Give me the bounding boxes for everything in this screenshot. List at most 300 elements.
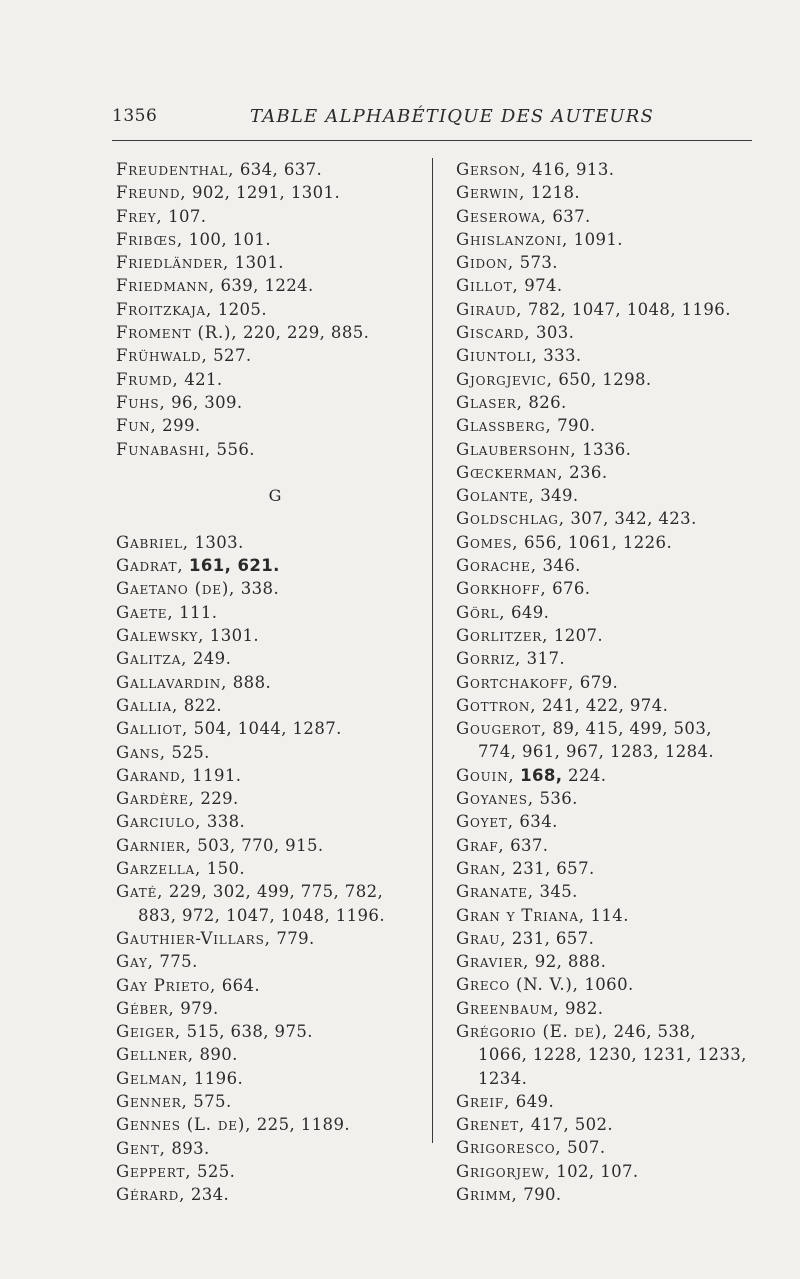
page-refs	[520, 766, 606, 785]
page-refs-text: 317.	[526, 649, 566, 669]
running-title: TABLE ALPHABÉTIQUE DES AUTEURS	[250, 106, 655, 127]
page-number: 1356	[112, 106, 158, 126]
index-entry-continuation: 774, 961, 967, 1283, 1284.	[478, 742, 715, 762]
page-refs	[519, 812, 557, 831]
author-name: Grégorio (E. de),	[456, 1021, 608, 1041]
author-name: Giraud,	[456, 299, 523, 319]
page-refs	[220, 276, 313, 295]
index-entry	[116, 228, 424, 251]
index-entry	[116, 1183, 424, 1206]
page-refs	[276, 929, 314, 948]
page-refs-text: 111.	[179, 602, 218, 622]
author-name: Geppert,	[116, 1161, 192, 1181]
page-refs	[218, 300, 267, 319]
author-name: Frey,	[116, 206, 163, 226]
index-entry	[456, 1136, 791, 1159]
index-entry	[116, 205, 424, 228]
page-refs	[531, 183, 580, 202]
author-name: Greco (N. V.),	[456, 975, 579, 995]
page-refs-text: 637.	[510, 835, 549, 855]
page-refs-text: 890.	[199, 1045, 238, 1065]
author-name: Galewsky,	[116, 626, 205, 646]
index-entry	[456, 857, 791, 880]
page-refs-text: 1196.	[193, 1068, 244, 1088]
author-name: Gans,	[116, 742, 166, 762]
page-refs	[235, 253, 284, 272]
index-entry	[116, 274, 424, 297]
page-refs	[542, 556, 580, 575]
author-name: Greenbaum,	[456, 998, 560, 1018]
page-refs	[217, 440, 255, 459]
index-entry	[456, 414, 791, 437]
index-entry	[116, 997, 424, 1020]
page-refs-text: 779.	[276, 928, 315, 948]
author-name: Freund,	[116, 183, 187, 203]
page-refs-text: 634, 637.	[239, 160, 323, 179]
author-name: Greif,	[456, 1091, 511, 1111]
page-refs-text: 656, 1061, 1226.	[524, 532, 673, 552]
author-name: Frühwald,	[116, 346, 208, 366]
page-refs	[554, 626, 603, 645]
page-refs	[189, 230, 271, 249]
page-refs	[197, 1162, 235, 1181]
index-entry	[116, 181, 424, 204]
index-entry-continuation: 883, 972, 1047, 1048, 1196.	[138, 905, 385, 925]
index-entry	[116, 1020, 424, 1043]
page-refs	[171, 1139, 209, 1158]
index-entry	[116, 321, 424, 344]
author-name: Fuhs,	[116, 392, 166, 412]
author-name: Gravier,	[456, 952, 530, 972]
page-refs-text: 575.	[193, 1091, 232, 1111]
bold-page-refs: 161, 621.	[189, 556, 280, 576]
page-refs	[180, 999, 218, 1018]
page-refs	[207, 859, 245, 878]
page-refs-text: 89, 415, 499, 503,	[552, 719, 712, 739]
index-entry	[456, 484, 791, 507]
page-refs-text: 107.	[168, 206, 207, 226]
author-name: Gérard,	[116, 1185, 186, 1205]
page-refs	[591, 906, 629, 925]
index-entry	[116, 694, 424, 717]
author-name: Gerwin,	[456, 183, 526, 203]
page-refs-text: 1205.	[217, 299, 267, 319]
page-refs	[171, 743, 209, 762]
author-name: Gouin,	[456, 765, 515, 785]
page-refs-text: 507.	[567, 1138, 606, 1158]
page-refs-text: 503, 770, 915.	[197, 835, 324, 855]
page-refs	[539, 789, 577, 808]
index-entry	[456, 158, 791, 181]
page-refs	[565, 999, 603, 1018]
page-refs-text: 902, 1291, 1301.	[191, 183, 341, 203]
page-refs-text: 525.	[171, 742, 210, 762]
page-refs-text: 92, 888.	[534, 952, 607, 972]
page-refs	[539, 882, 577, 901]
author-name: Gaté,	[116, 882, 164, 902]
page-refs	[584, 975, 633, 994]
page-refs-text: 1207.	[553, 625, 604, 645]
page-refs	[207, 812, 245, 831]
page-refs-text: 649.	[510, 602, 550, 622]
page-refs	[184, 370, 222, 389]
index-entry	[456, 810, 791, 833]
author-name: Glassberg,	[456, 416, 552, 436]
author-name: Geserowa,	[456, 206, 547, 226]
index-entry	[456, 531, 791, 554]
author-name: Gabriel,	[116, 532, 189, 552]
index-entry	[116, 414, 424, 437]
author-name: Gennes (L. de),	[116, 1115, 252, 1135]
page-refs-text: 637.	[552, 206, 591, 226]
page-refs-text: 982.	[565, 998, 604, 1018]
index-entry	[116, 158, 424, 181]
page-refs	[193, 649, 231, 668]
page-refs-text: 525.	[196, 1161, 236, 1181]
author-name: Galitza,	[116, 649, 188, 669]
page-refs-text: 634.	[519, 812, 558, 832]
page-refs-text: 775.	[159, 952, 198, 972]
right-column	[456, 158, 791, 1206]
author-name: Gougerot,	[456, 719, 547, 739]
page-refs	[580, 673, 618, 692]
page-refs	[516, 1092, 554, 1111]
author-name: Friedländer,	[116, 253, 230, 273]
index-entry	[116, 531, 424, 554]
author-name: Froment (R.),	[116, 323, 238, 343]
page-refs-text: 224.	[568, 765, 607, 785]
page-refs-text: 1301.	[209, 626, 260, 646]
author-name: Genner,	[116, 1091, 188, 1111]
page-refs-text: 303.	[535, 323, 575, 343]
author-name: Géber,	[116, 998, 175, 1018]
page-refs	[557, 416, 595, 435]
page-refs	[210, 626, 259, 645]
page-refs	[159, 952, 197, 971]
page-refs	[558, 370, 651, 389]
author-name: Gallia,	[116, 695, 179, 715]
author-name: Gellner,	[116, 1045, 194, 1065]
page-refs	[552, 579, 590, 598]
page-refs-text: 639, 1224.	[220, 276, 314, 296]
index-entry	[116, 624, 424, 647]
page-refs	[257, 1115, 350, 1134]
author-name: Funabashi,	[116, 439, 211, 459]
index-entry	[456, 507, 791, 530]
author-name: Gorkhoff,	[456, 579, 547, 599]
page-refs-text: 826.	[528, 392, 567, 412]
index-entry-continuation: 1234.	[478, 1068, 528, 1088]
index-entry	[116, 857, 424, 880]
page-refs	[528, 300, 731, 319]
page-refs-text: 536.	[539, 789, 578, 809]
author-name: Gran y Triana,	[456, 905, 585, 925]
page-refs	[527, 649, 565, 668]
page-refs	[243, 323, 369, 342]
index-entry	[456, 601, 791, 624]
index-entry	[456, 1020, 791, 1043]
index-entry	[116, 344, 424, 367]
author-name: Grenet,	[456, 1115, 526, 1135]
index-entry	[116, 601, 424, 624]
index-entry	[116, 717, 424, 740]
page-refs	[194, 719, 342, 738]
author-name: Goyanes,	[456, 789, 534, 809]
author-name: Gorriz,	[456, 649, 522, 669]
page-refs	[523, 1185, 561, 1204]
index-entry	[116, 671, 424, 694]
page-refs	[567, 1138, 605, 1157]
index-entry	[456, 181, 791, 204]
page-refs	[191, 1185, 229, 1204]
author-name: Gorache,	[456, 556, 537, 576]
author-name: Garnier,	[116, 835, 192, 855]
index-entry	[456, 1113, 791, 1136]
page-refs-text: 231, 657.	[511, 928, 595, 948]
index-entry	[116, 391, 424, 414]
author-name: Giscard,	[456, 323, 531, 343]
page-refs	[222, 976, 260, 995]
index-entry	[116, 647, 424, 670]
index-entry-continuation: 1066, 1228, 1230, 1231, 1233,	[478, 1045, 747, 1065]
page-refs	[197, 836, 323, 855]
index-entry	[116, 834, 424, 857]
author-name: Gorlitzer,	[456, 625, 549, 645]
author-name: Goyet,	[456, 812, 514, 832]
index-entry	[116, 787, 424, 810]
page-refs	[168, 207, 206, 226]
page-refs	[192, 183, 340, 202]
page-refs-text: 573.	[519, 253, 558, 273]
index-entry	[116, 741, 424, 764]
author-name: Ghislanzoni,	[456, 229, 569, 249]
page-refs-text: 822.	[183, 695, 223, 715]
index-entry	[456, 577, 791, 600]
index-entry	[456, 950, 791, 973]
page-refs-text: 150.	[206, 859, 246, 879]
page-refs-text: 234.	[190, 1185, 230, 1205]
index-entry	[456, 205, 791, 228]
page-refs-text: 1091.	[573, 229, 623, 249]
index-entry	[116, 368, 424, 391]
page-refs	[552, 719, 711, 738]
page-refs-text: 349.	[540, 486, 579, 506]
author-name: Grimm,	[456, 1185, 518, 1205]
page-refs	[528, 393, 566, 412]
index-entry	[456, 647, 791, 670]
author-name: Fribœs,	[116, 229, 183, 249]
index-entry	[116, 298, 424, 321]
index-entry	[116, 880, 424, 903]
index-entry	[456, 1160, 791, 1183]
page-refs	[535, 952, 606, 971]
page-refs	[542, 696, 668, 715]
page-refs-text: 421.	[184, 369, 223, 389]
page-refs	[531, 1115, 613, 1134]
page-refs	[543, 346, 581, 365]
index-entry	[116, 554, 424, 577]
page-refs-text: 338.	[206, 812, 246, 832]
page-refs-text: 888.	[232, 672, 272, 692]
page-refs	[574, 230, 623, 249]
page-refs-text: 649.	[515, 1091, 555, 1111]
page-refs	[524, 276, 562, 295]
page-refs-text: 229, 302, 499, 775, 782,	[168, 882, 384, 902]
page-refs	[200, 789, 238, 808]
index-entry	[116, 1113, 424, 1136]
index-entry	[456, 624, 791, 647]
page-refs-text: 782, 1047, 1048, 1196.	[527, 299, 731, 319]
author-name: Friedmann,	[116, 276, 215, 296]
index-entry	[116, 251, 424, 274]
author-name: Gelman,	[116, 1068, 189, 1088]
index-entry	[456, 764, 791, 787]
page-refs-text: 338.	[240, 579, 280, 599]
page-refs-text: 979.	[180, 998, 219, 1018]
page-refs-text: 556.	[216, 439, 255, 459]
author-name: Gardère,	[116, 789, 195, 809]
page-refs-text: 100, 101.	[188, 229, 271, 249]
author-name: Giuntoli,	[456, 346, 538, 366]
page-refs	[184, 696, 222, 715]
page-refs-text: 504, 1044, 1287.	[193, 719, 342, 739]
page-refs-text: 241, 422, 974.	[541, 695, 669, 715]
page-refs-text: 1218.	[530, 183, 581, 203]
page-refs-text: 664.	[221, 975, 261, 995]
author-name: Glaser,	[456, 392, 523, 412]
page-refs	[552, 207, 590, 226]
author-name: Gaetano (de),	[116, 579, 236, 599]
author-name: Gomes,	[456, 532, 519, 552]
page-refs-text: 974.	[524, 276, 563, 296]
page-refs	[582, 440, 631, 459]
author-name: Gœckerman,	[456, 462, 564, 482]
page-refs	[189, 556, 280, 575]
author-name: Glaubersohn,	[456, 439, 577, 459]
page-refs	[241, 579, 279, 598]
page-refs	[171, 393, 242, 412]
page-refs-text: 650, 1298.	[558, 369, 652, 389]
author-name: Gent,	[116, 1138, 166, 1158]
index-entry	[456, 671, 791, 694]
page-refs-text: 790.	[557, 416, 596, 436]
page-refs	[524, 533, 672, 552]
page-refs	[194, 533, 243, 552]
author-name: Gillot,	[456, 276, 519, 296]
page-refs	[199, 1045, 237, 1064]
author-name: Grigoresco,	[456, 1138, 562, 1158]
index-entry	[456, 997, 791, 1020]
author-name: Freudenthal,	[116, 160, 235, 179]
author-name: Goldschlag,	[456, 509, 565, 529]
author-name: Garand,	[116, 765, 187, 785]
index-entry	[116, 974, 424, 997]
page-refs	[179, 603, 217, 622]
page-refs	[614, 1022, 696, 1041]
page-refs-text: 515, 638, 975.	[186, 1022, 313, 1042]
author-name: Golante,	[456, 486, 535, 506]
author-name: Gay Prieto,	[116, 975, 217, 995]
index-entry	[116, 577, 424, 600]
author-name: Gay,	[116, 952, 154, 972]
index-entry	[456, 461, 791, 484]
author-name: Graf,	[456, 835, 505, 855]
index-entry	[116, 1137, 424, 1160]
page-refs-text: 790.	[523, 1185, 562, 1205]
author-name: Gadrat,	[116, 556, 184, 576]
page-refs	[162, 416, 200, 435]
author-name: Granate,	[456, 882, 534, 902]
page-refs-text: 417, 502.	[530, 1115, 614, 1135]
index-entry	[456, 1183, 791, 1206]
page-refs-text: 96, 309.	[171, 392, 243, 412]
page-refs	[556, 1162, 638, 1181]
page-refs-text: 249.	[192, 649, 232, 669]
page-refs-text: 246, 538,	[613, 1021, 696, 1041]
page-refs	[569, 463, 607, 482]
index-entry	[116, 1090, 424, 1113]
index-entry	[116, 950, 424, 973]
bold-page-refs: 168,	[520, 765, 563, 785]
page-refs-text: 893.	[171, 1138, 210, 1158]
index-entry	[456, 973, 791, 996]
author-name: Gerson,	[456, 160, 527, 179]
index-entry	[456, 344, 791, 367]
page-refs	[536, 323, 574, 342]
page-refs	[520, 253, 558, 272]
page-refs	[194, 1069, 243, 1088]
page-refs	[512, 929, 594, 948]
column-divider	[432, 158, 433, 1143]
page-refs	[532, 160, 614, 179]
author-name: Görl,	[456, 602, 506, 622]
author-name: Gortchakoff,	[456, 672, 575, 692]
index-entry	[456, 391, 791, 414]
page-refs-text: 307, 342, 423.	[570, 509, 697, 529]
page-refs	[570, 509, 696, 528]
page-refs	[213, 346, 251, 365]
page-refs-text: 1301.	[234, 253, 284, 273]
author-name: Grigorjew,	[456, 1161, 551, 1181]
page-refs-text: 225, 1189.	[256, 1115, 351, 1135]
index-entry	[116, 810, 424, 833]
section-letter: G	[268, 485, 282, 505]
index-entry	[116, 764, 424, 787]
index-entry	[456, 274, 791, 297]
page-refs-text: 1336.	[582, 439, 632, 459]
page-refs	[540, 486, 578, 505]
page-refs-text: 229.	[200, 789, 239, 809]
author-name: Froitzkaja,	[116, 299, 213, 319]
author-name: Gran,	[456, 858, 507, 878]
index-entry	[456, 694, 791, 717]
page-refs-text: 220, 229, 885.	[242, 323, 370, 343]
page-refs-text: 299.	[162, 416, 201, 436]
index-entry	[456, 1090, 791, 1113]
page-refs	[193, 1092, 231, 1111]
author-name: Garciulo,	[116, 812, 202, 832]
index-entry	[456, 251, 791, 274]
header-rule	[112, 140, 752, 141]
page-refs-text: 1060.	[584, 975, 634, 995]
author-name: Gauthier-Villars,	[116, 928, 271, 948]
page-refs-text: 231, 657.	[512, 858, 595, 878]
page-refs	[511, 603, 549, 622]
author-name: Gallavardin,	[116, 672, 228, 692]
index-entry	[456, 228, 791, 251]
author-name: Geiger,	[116, 1022, 181, 1042]
author-name: Gidon,	[456, 253, 514, 273]
